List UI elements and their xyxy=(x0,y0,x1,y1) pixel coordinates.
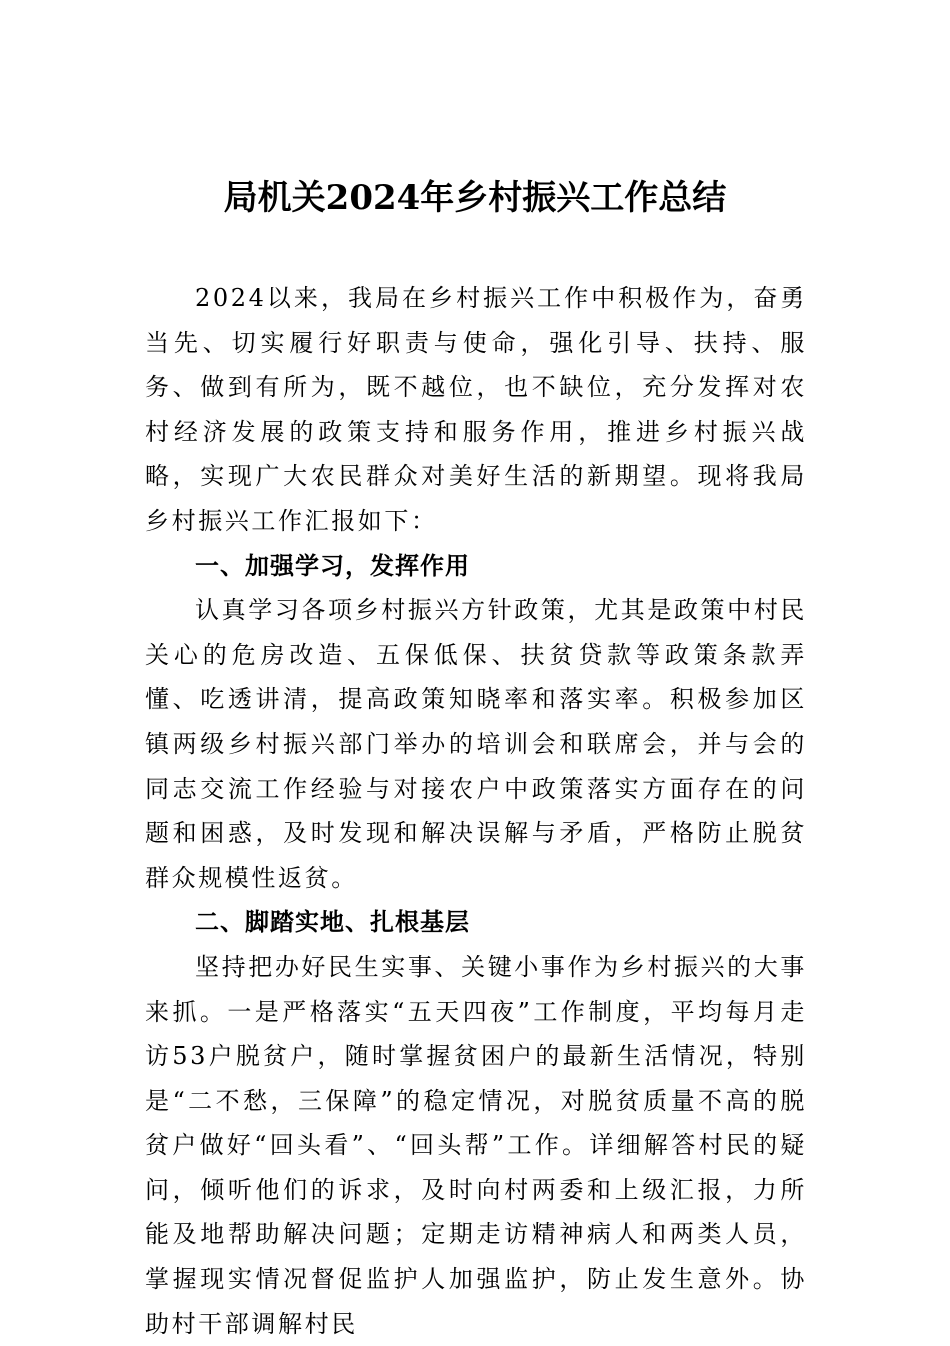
document-body xyxy=(145,276,807,1346)
section-heading-1: 一、加强学习，发挥作用 xyxy=(195,551,470,580)
section-paragraph-1: 认真学习各项乡村振兴方针政策，尤其是政策中村民关心的危房改造、五保低保、扶贫贷款等政策条款弄懂、吃透讲清，提高政策知晓率和落实率。积极参加区镇两级乡村振兴部门举办的培训会和联席会，并与会的同志交流工作经验与对接农户中政策落实方面存在的问题和困惑，及时发现和解决误解与矛盾，严格防止脱贫群众规模性返贫。 xyxy=(145,596,807,892)
intro-paragraph: 2024以来，我局在乡村振兴工作中积极作为，奋勇当先、切实履行好职责与使命，强化引导、扶持、服务、做到有所为，既不越位，也不缺位，充分发挥对农村经济发展的政策支持和服务作用，推进乡村振兴战略，实现广大农民群众对美好生活的新期望。现将我局乡村振兴工作汇报如下： xyxy=(145,284,807,535)
section-heading-2: 二、脚踏实地、扎根基层 xyxy=(195,908,470,937)
page-title: 局机关2024年乡村振兴工作总结 xyxy=(223,178,727,218)
section-paragraph-2: 坚持把办好民生实事、关键小事作为乡村振兴的大事来抓。一是严格落实“五天四夜”工作制度，平均每月走访53户脱贫户，随时掌握贫困户的最新生活情况，特别是“二不愁，三保障”的稳定情况，对脱贫质量不高的脱贫户做好“回头看”、“回头帮”工作。详细解答村民的疑问，倾听他们的诉求，及时向村两委和上级汇报，力所能及地帮助解决问题；定期走访精神病人和两类人员，掌握现实情况督促监护人加强监护，防止发生意外。协助村干部调解村民 xyxy=(145,952,807,1338)
